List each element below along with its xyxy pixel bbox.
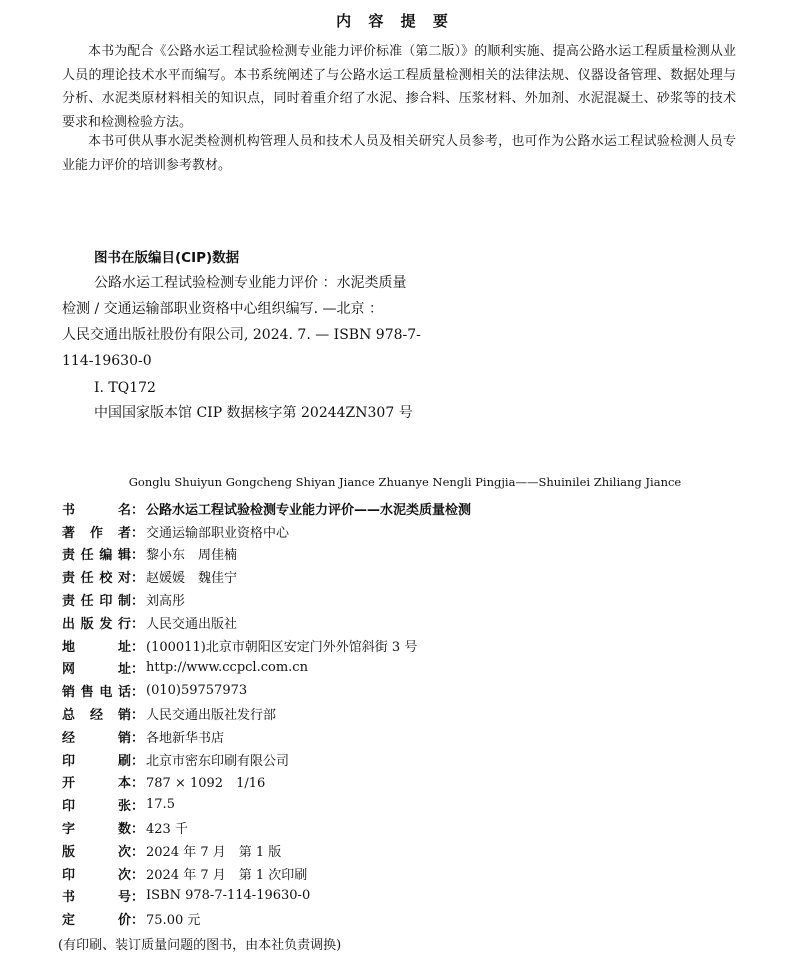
colophon-label-char: 次 (117, 844, 131, 860)
colophon-label (62, 544, 131, 563)
colophon-label-char: 销 (62, 685, 76, 701)
colophon-row (62, 771, 471, 794)
colophon-label-char: 数 (117, 822, 131, 838)
colophon-colon: ： (131, 844, 145, 860)
colophon-row (62, 679, 471, 702)
colophon-colon: ： (131, 730, 145, 746)
colophon-label (62, 818, 131, 837)
colophon-row (62, 565, 471, 588)
colophon-label-char: 刷 (117, 753, 131, 769)
colophon-value: 787 × 1092 1/16 (146, 776, 266, 792)
colophon-value: 2024 年 7 月 第 1 次印刷 (146, 867, 308, 883)
colophon-label-char: 责 (62, 594, 76, 610)
colophon-label-char: 字 (62, 822, 76, 838)
colophon-label (62, 567, 131, 586)
colophon-row (62, 497, 471, 520)
colophon-row (62, 907, 471, 930)
colophon-value: 人民交通出版社 (146, 616, 238, 632)
colophon-label-char: 校 (99, 571, 113, 587)
colophon-colon: ： (131, 867, 145, 883)
colophon-value: 黎小东 周佳楠 (146, 548, 238, 564)
cip-heading: 图书在版编目(CIP)数据 (94, 250, 240, 266)
colophon-value: 2024 年 7 月 第 1 版 (146, 844, 282, 860)
colophon-label-char: 著 (62, 525, 76, 541)
colophon-value: http://www.ccpcl.com.cn (146, 660, 308, 676)
colophon-value: 赵媛媛 魏佳宁 (146, 571, 238, 587)
colophon-row (62, 520, 471, 543)
pinyin-title: Gonglu Shuiyun Gongcheng Shiyan Jiance Zhuanye Nengli Pingjia——Shuinilei Zhiliang Jiance (128, 475, 682, 489)
colophon-label (62, 772, 131, 791)
colophon-label-char: 发 (99, 616, 113, 632)
colophon-value: 交通运输部职业资格中心 (146, 525, 290, 541)
colophon-label-char: 任 (80, 594, 94, 610)
cip-line-2: 检测 / 交通运输部职业资格中心组织编写. —北京 ： (62, 301, 383, 317)
colophon-colon: ： (131, 616, 145, 632)
colophon-colon: ： (131, 662, 145, 678)
colophon-colon: ： (131, 548, 145, 564)
colophon-label-char: 址 (117, 662, 131, 678)
colophon-value: (010)59757973 (146, 683, 248, 699)
colophon-label-char: 售 (80, 685, 94, 701)
colophon-label-char: 总 (62, 708, 76, 724)
colophon-colon: ： (131, 594, 145, 610)
colophon-label-char: 者 (117, 525, 131, 541)
colophon-label-char: 经 (62, 730, 76, 746)
colophon-row (62, 702, 471, 725)
colophon-colon: ： (131, 708, 145, 724)
colophon-table (62, 497, 471, 930)
colophon-row (62, 839, 471, 862)
colophon-label-char: 责 (62, 548, 76, 564)
colophon-value: 各地新华书店 (146, 730, 225, 746)
colophon-colon: ： (131, 525, 145, 541)
colophon-colon: ： (131, 753, 145, 769)
colophon-label (62, 522, 131, 541)
colophon-colon: ： (131, 571, 145, 587)
colophon-label-char: 版 (80, 616, 94, 632)
colophon-label-char: 价 (117, 913, 131, 929)
colophon-colon: ： (131, 822, 145, 838)
colophon-row (62, 634, 471, 657)
cip-line-5: Ⅰ. TQ172 (94, 380, 156, 396)
colophon-colon: ： (131, 639, 145, 655)
colophon-label (62, 750, 131, 769)
colophon-value: 刘高彤 (146, 594, 186, 610)
colophon-label-char: 作 (89, 525, 103, 541)
colophon-label-char: 销 (117, 730, 131, 746)
cip-line-6: 中国国家版本馆 CIP 数据核字第 20244ZN307 号 (94, 405, 413, 421)
colophon-row (62, 862, 471, 885)
colophon-label (62, 886, 131, 905)
colophon-colon: ： (131, 685, 145, 701)
colophon-label-char: 网 (62, 662, 76, 678)
colophon-label-char: 印 (62, 753, 76, 769)
colophon-label-char: 定 (62, 913, 76, 929)
colophon-value: 75.00 元 (146, 913, 201, 929)
colophon-label (62, 704, 131, 723)
colophon-label (62, 727, 131, 746)
colophon-value: 423 千 (146, 822, 188, 838)
colophon-label-char: 任 (80, 571, 94, 587)
colophon-label-char: 行 (117, 616, 131, 632)
colophon-label (62, 590, 131, 609)
colophon-label (62, 681, 131, 700)
colophon-label-char: 话 (117, 685, 131, 701)
colophon-value: 北京市密东印刷有限公司 (146, 753, 290, 769)
colophon-label (62, 864, 131, 883)
colophon-row (62, 588, 471, 611)
summary-title: 内 容 提 要 (336, 12, 454, 30)
quality-footnote: (有印刷、装订质量问题的图书，由本社负责调换) (58, 938, 342, 953)
summary-paragraph-1: 本书为配合《公路水运工程试验检测专业能力评价标准（第二版）》的顺利实施、提高公路水运工程质量检测从业人员的理论技术水平而编写。本书系统阐述了与公路水运工程质量检测相关的法律法规、仪器设备管理、数据处理与分析、水泥类原材料相关的知识点，同时着重介绍了水泥、掺合料、压浆材料、外加剂、水泥混凝土、砂浆等的技术要求和检测检验方法。 (62, 44, 736, 130)
colophon-label (62, 841, 131, 860)
colophon-label (62, 499, 131, 518)
cip-line-4: 114-19630-0 (62, 353, 152, 369)
colophon-label-char: 辑 (117, 548, 131, 564)
colophon-label (62, 658, 131, 677)
colophon-row (62, 543, 471, 566)
colophon-label-char: 张 (117, 799, 131, 815)
cip-line-3: 人民交通出版社股份有限公司, 2024. 7. — ISBN 978-7- (62, 327, 421, 343)
colophon-colon: ： (131, 502, 145, 518)
colophon-row (62, 816, 471, 839)
colophon-colon: ： (131, 799, 145, 815)
colophon-colon: ： (131, 890, 145, 906)
colophon-label-char: 责 (62, 571, 76, 587)
colophon-label-char: 出 (62, 616, 76, 632)
colophon-label (62, 795, 131, 814)
colophon-label-char: 开 (62, 776, 76, 792)
colophon-label-char: 本 (117, 776, 131, 792)
colophon-label-char: 印 (62, 799, 76, 815)
colophon-label-char: 书 (62, 502, 76, 518)
colophon-label-char: 印 (62, 867, 76, 883)
colophon-label-char: 名 (117, 502, 131, 518)
colophon-label-char: 经 (89, 708, 103, 724)
colophon-label-char: 号 (117, 890, 131, 906)
colophon-label-char: 销 (117, 708, 131, 724)
colophon-label-char: 对 (117, 571, 131, 587)
colophon-value: ISBN 978-7-114-19630-0 (146, 888, 311, 904)
colophon-row (62, 611, 471, 634)
colophon-value: 17.5 (146, 797, 175, 813)
colophon-label-char: 次 (117, 867, 131, 883)
colophon-label-char: 书 (62, 890, 76, 906)
colophon-row (62, 725, 471, 748)
cip-line-1: 公路水运工程试验检测专业能力评价 ：水泥类质量 (94, 275, 407, 291)
summary-paragraph-2: 本书可供从事水泥类检测机构管理人员和技术人员及相关研究人员参考，也可作为公路水运工程试验检测人员专业能力评价的培训参考教材。 (62, 134, 736, 173)
colophon-colon: ： (131, 913, 145, 929)
colophon-label-char: 电 (99, 685, 113, 701)
colophon-colon: ： (131, 776, 145, 792)
colophon-label-char: 版 (62, 844, 76, 860)
colophon-value: 人民交通出版社发行部 (146, 708, 277, 724)
colophon-label-char: 编 (99, 548, 113, 564)
colophon-label-char: 制 (117, 594, 131, 610)
colophon-label-char: 址 (117, 639, 131, 655)
colophon-row (62, 793, 471, 816)
colophon-label-char: 地 (62, 639, 76, 655)
colophon-value: (100011)北京市朝阳区安定门外外馆斜街 3 号 (146, 639, 418, 655)
colophon-label (62, 636, 131, 655)
colophon-row (62, 657, 471, 680)
colophon-row (62, 748, 471, 771)
colophon-row (62, 885, 471, 908)
colophon-label-char: 印 (99, 594, 113, 610)
colophon-label-char: 任 (80, 548, 94, 564)
colophon-label (62, 613, 131, 632)
colophon-value: 公路水运工程试验检测专业能力评价——水泥类质量检测 (146, 502, 472, 518)
colophon-label (62, 909, 131, 928)
